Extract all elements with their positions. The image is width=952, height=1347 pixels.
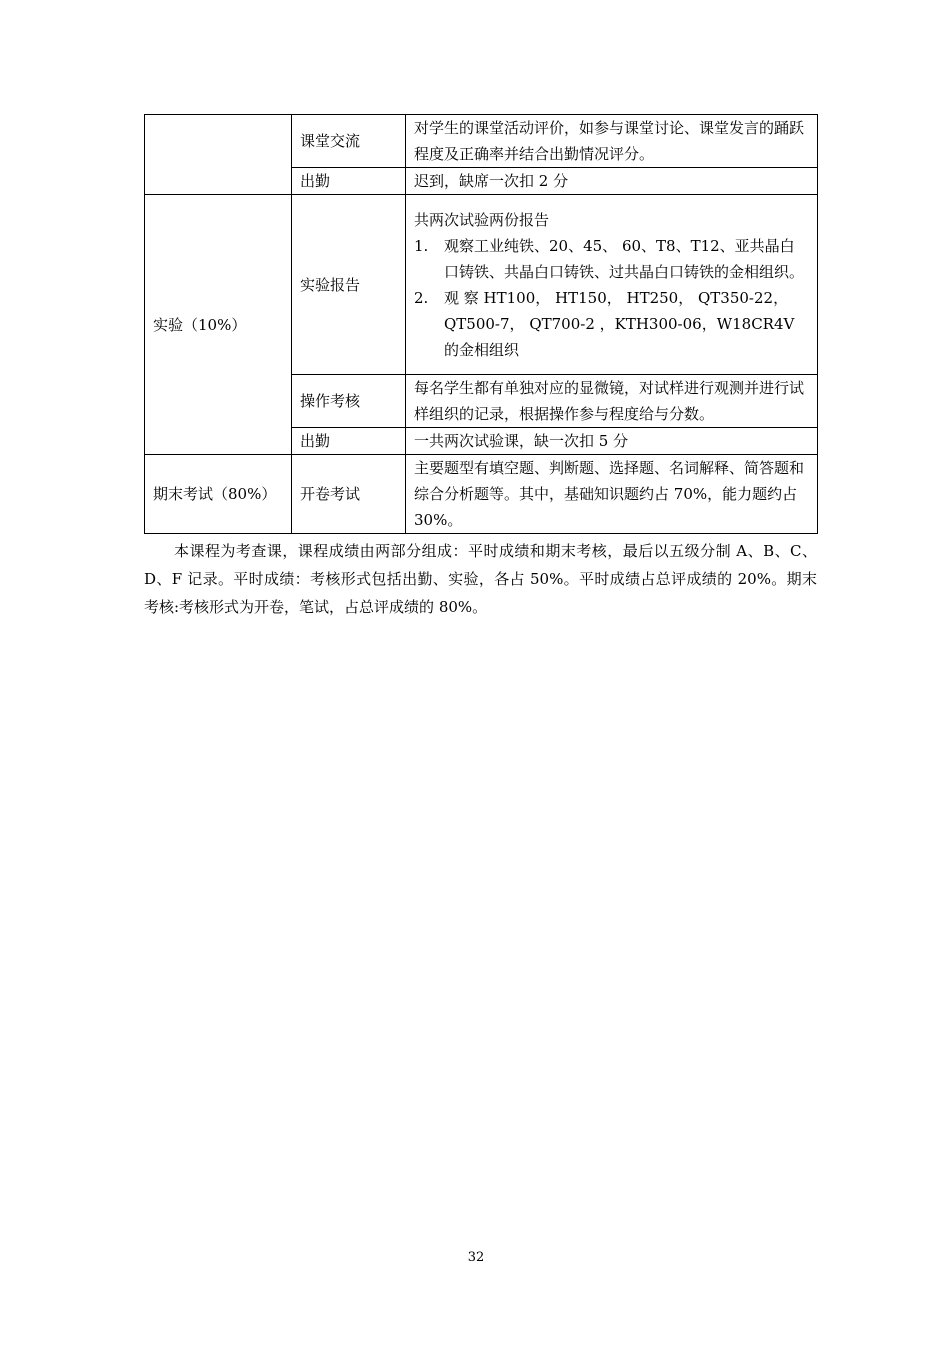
description-cell: 每名学生都有单独对应的显微镜，对试样进行观测并进行试样组织的记录，根据操作参与程度给与分数。 xyxy=(406,375,818,428)
list-item xyxy=(414,285,809,363)
grading-table xyxy=(144,114,818,534)
item-cell: 出勤 xyxy=(292,168,406,195)
category-cell-empty xyxy=(145,115,292,195)
page-number: 32 xyxy=(467,1250,485,1265)
list-item xyxy=(414,233,809,285)
report-list xyxy=(414,233,809,363)
report-intro: 共两次试验两份报告 xyxy=(414,210,550,229)
table-row xyxy=(145,115,818,168)
item-cell: 实验报告 xyxy=(292,195,406,375)
list-text: 观察工业纯铁、20、45、 60、T8、T12、亚共晶白口铸铁、共晶白口铸铁、过共晶白口铸铁的金相组织。 xyxy=(444,236,805,281)
description-cell: 一共两次试验课，缺一次扣 5 分 xyxy=(406,428,818,455)
list-text: 观 察 HT100， HT150， HT250， QT350-22， QT500-7， QT700-2 ，KTH300-06，W18CR4V 的金相组织 xyxy=(444,288,795,359)
list-number: 1. xyxy=(414,236,429,255)
category-cell: 实验（10%） xyxy=(145,195,292,455)
description-cell: 主要题型有填空题、判断题、选择题、名词解释、简答题和综合分析题等。其中，基础知识题约占 70%，能力题约占 30%。 xyxy=(406,455,818,534)
table-row xyxy=(145,195,818,375)
item-cell: 课堂交流 xyxy=(292,115,406,168)
category-cell: 期末考试（80%） xyxy=(145,455,292,534)
body-paragraph: 本课程为考查课，课程成绩由两部分组成：平时成绩和期末考核，最后以五级分制 A、B、C、D、F 记录。平时成绩：考核形式包括出勤、实验，各占 50%。平时成绩占总评成绩的 20%。期末考核:考核形式为开卷，笔试，占总评成绩的 80%。 xyxy=(144,542,818,616)
description-cell: 迟到，缺席一次扣 2 分 xyxy=(406,168,818,195)
table-row xyxy=(145,455,818,534)
item-cell: 开卷考试 xyxy=(292,455,406,534)
item-cell: 操作考核 xyxy=(292,375,406,428)
item-cell: 出勤 xyxy=(292,428,406,455)
description-cell: 对学生的课堂活动评价，如参与课堂讨论、课堂发言的踊跃程度及正确率并结合出勤情况评分。 xyxy=(406,115,818,168)
description-cell xyxy=(406,195,818,375)
list-number: 2. xyxy=(414,288,429,307)
